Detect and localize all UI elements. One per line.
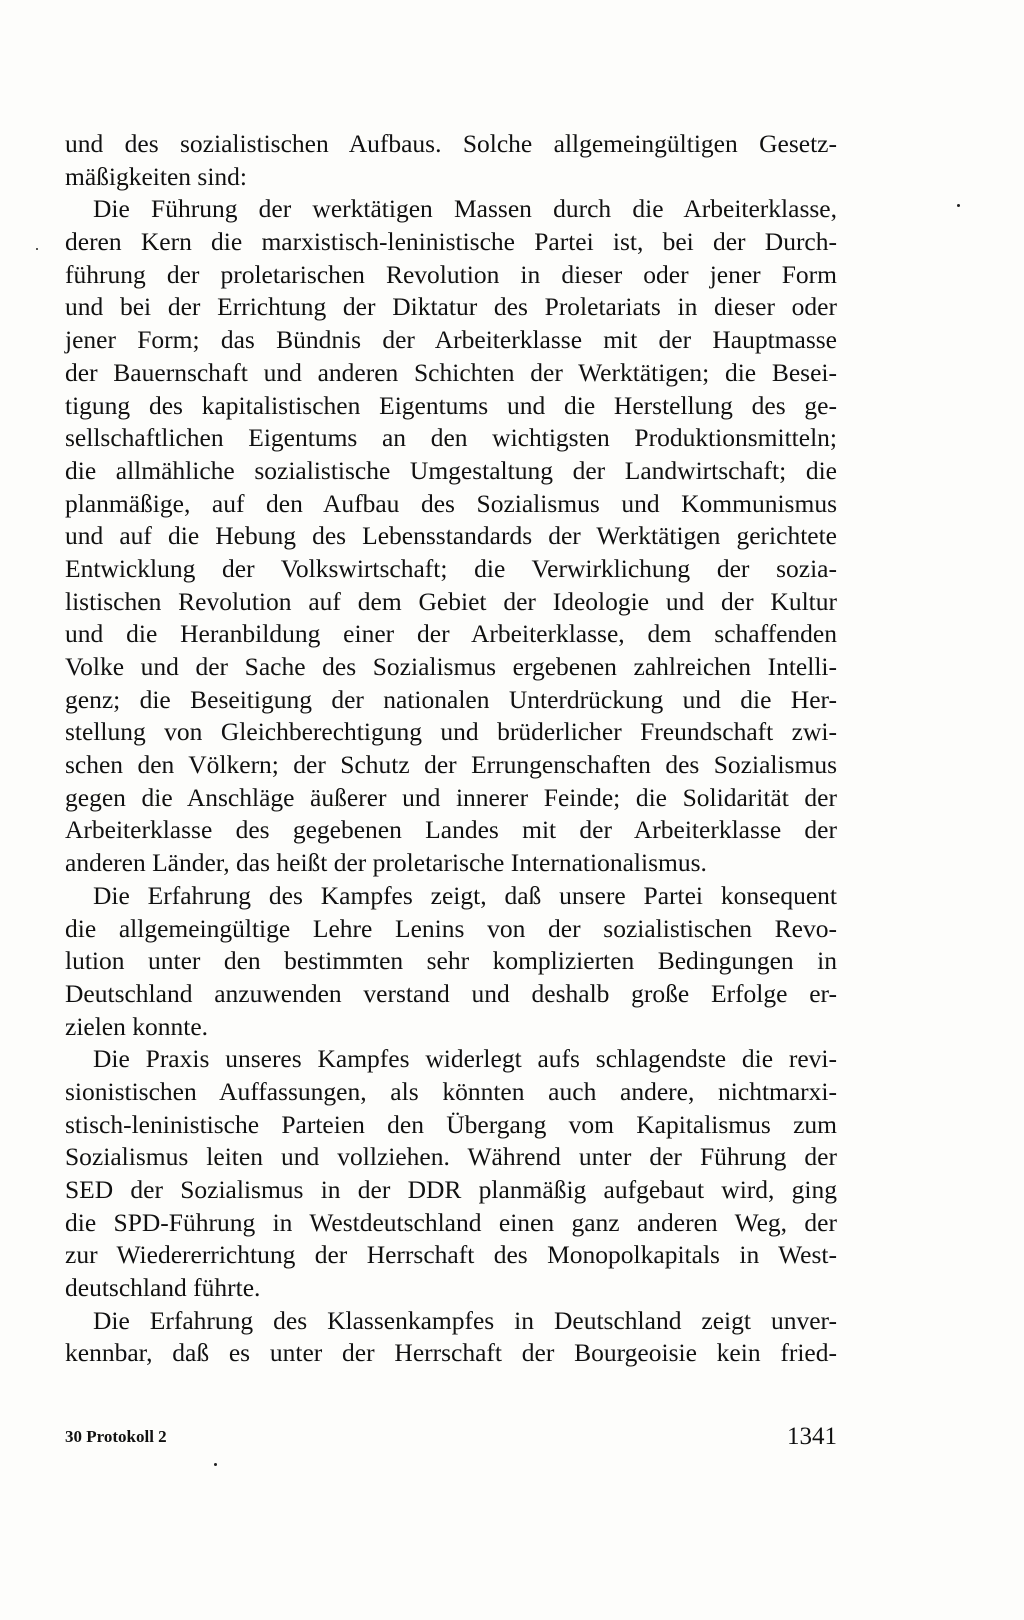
text-line-15: listischen Revolution auf dem Gebiet der Ideologie und der Kultur (65, 586, 837, 616)
text-line-13: und auf die Hebung des Lebensstandards der Werktätigen gerichtete (65, 521, 837, 551)
text-line-8: der Bauernschaft und anderen Schichten der Werktätigen; die Besei- (65, 357, 837, 387)
text-line-5: führung der proletarischen Revolution in dieser oder jener Form (65, 259, 837, 289)
text-line-38: kennbar, daß es unter der Herrschaft der Bourgeoisie kein fried- (65, 1338, 837, 1368)
text-line-19: stellung von Gleichberechtigung und brüderlicher Freundschaft zwi- (65, 717, 837, 747)
text-line-37: Die Erfahrung des Klassenkampfes in Deutschland zeigt unver- (93, 1305, 837, 1335)
text-line-14: Entwicklung der Volkswirtschaft; die Verwirklichung der sozia- (65, 553, 837, 583)
text-line-4: deren Kern die marxistisch-leninistische Partei ist, bei der Durch- (65, 227, 837, 257)
print-speck (957, 204, 960, 207)
text-line-7: jener Form; das Bündnis der Arbeiterklasse mit der Hauptmasse (65, 325, 837, 355)
print-speck (214, 1463, 217, 1466)
text-line-34: die SPD-Führung in Westdeutschland einen ganz anderen Weg, der (65, 1207, 837, 1237)
text-line-22: Arbeiterklasse des gegebenen Landes mit der Arbeiterklasse der (65, 815, 837, 845)
text-line-9: tigung des kapitalistischen Eigentums und die Herstellung des ge- (65, 390, 837, 420)
text-line-32: Sozialismus leiten und vollziehen. Während unter der Führung der (65, 1142, 837, 1172)
text-line-11: die allmähliche sozialistische Umgestaltung der Landwirtschaft; die (65, 455, 837, 485)
text-line-23: anderen Länder, das heißt der proletarische Internationalismus. (65, 848, 707, 878)
text-line-17: Volke und der Sache des Sozialismus ergebenen zahlreichen Intelli- (65, 652, 837, 681)
text-line-29: Die Praxis unseres Kampfes widerlegt aufs schlagendste die revi- (93, 1044, 837, 1074)
page-footer (65, 1423, 837, 1453)
text-line-27: Deutschland anzuwenden verstand und deshalb große Erfolge er- (65, 978, 837, 1008)
text-line-26: lution unter den bestimmten sehr komplizierten Bedingungen in (65, 946, 837, 976)
text-line-30: sionistischen Auffassungen, als könnten auch andere, nichtmarxi- (65, 1076, 837, 1106)
text-line-3: Die Führung der werktätigen Massen durch die Arbeiterklasse, (93, 194, 837, 224)
text-line-10: sellschaftlichen Eigentums an den wichtigsten Produktionsmitteln; (65, 423, 837, 453)
text-line-24: Die Erfahrung des Kampfes zeigt, daß unsere Partei konsequent (93, 880, 837, 910)
text-line-33: SED der Sozialismus in der DDR planmäßig aufgebaut wird, ging (65, 1175, 837, 1204)
signature-mark: 30 Protokoll 2 (65, 1427, 167, 1446)
text-line-20: schen den Völkern; der Schutz der Errungenschaften des Sozialismus (65, 750, 837, 780)
text-line-16: und die Heranbildung einer der Arbeiterklasse, dem schaffenden (65, 619, 837, 649)
text-line-2: mäßigkeiten sind: (65, 161, 248, 191)
text-line-36: deutschland führte. (65, 1273, 261, 1303)
text-line-25: die allgemeingültige Lehre Lenins von der sozialistischen Revo- (65, 913, 837, 943)
text-line-35: zur Wiedererrichtung der Herrschaft des Monopolkapitals in West- (65, 1240, 837, 1270)
text-line-31: stisch-leninistische Parteien den Übergang vom Kapitalismus zum (65, 1109, 837, 1139)
text-line-18: genz; die Beseitigung der nationalen Unterdrückung und die Her- (65, 684, 837, 714)
text-line-12: planmäßige, auf den Aufbau des Sozialismus und Kommunismus (65, 488, 837, 518)
text-line-21: gegen die Anschläge äußerer und innerer Feinde; die Solidarität der (65, 782, 837, 812)
text-line-6: und bei der Errichtung der Diktatur des Proletariats in dieser oder (65, 292, 837, 322)
page-number: 1341 (787, 1423, 837, 1450)
print-speck (36, 248, 38, 250)
page-text (65, 128, 837, 1370)
text-line-1: und des sozialistischen Aufbaus. Solche allgemeingültigen Gesetz- (65, 129, 837, 158)
text-line-28: zielen konnte. (65, 1011, 209, 1041)
